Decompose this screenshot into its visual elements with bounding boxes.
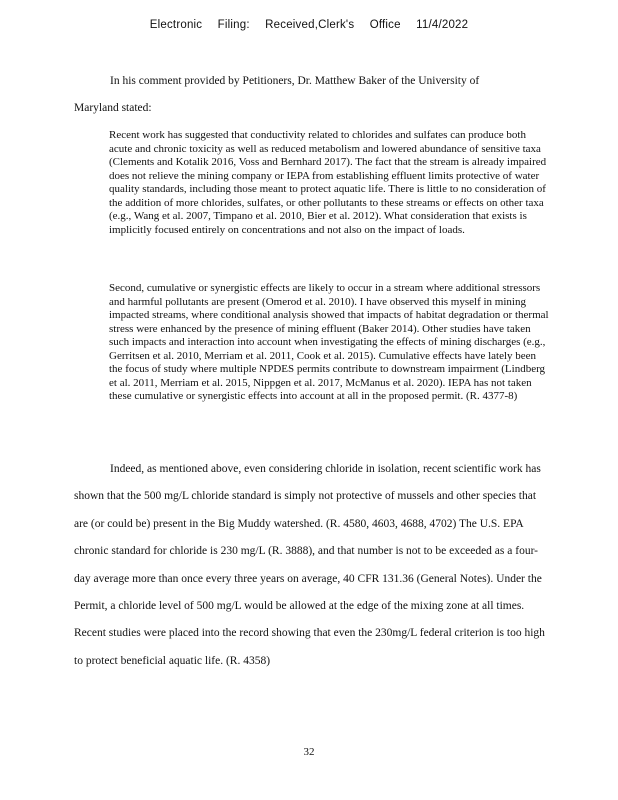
page-number: 32 <box>303 746 315 758</box>
block-quote-1: Recent work has suggested that conductivity related to chlorides and sulfates can produce both acute and chronic toxicity as well as reduced metabolism and lowered abundance of sensitive taxa (Clements and Kotalik 2016, Voss and Bernhard 2017). The fact that the stream is already impaired does not relieve the mining company or IEPA from establishing effluent limits protective of water quality standards, including those meant to protect aquatic life. There is little to no consideration of the addition of more chlorides, sulfates, or other pollutants to these streams or effects on other taxa (e.g., Wang et al. 2007, Timpano et al. 2010, Bier et al. 2012). What consideration that exists is implicitly focused entirely on concentrations and not also on the impact of loads. <box>109 129 547 236</box>
intro-line-1: In his comment provided by Petitioners, Dr. Matthew Baker of the University of <box>110 75 480 87</box>
block-quote-2: Second, cumulative or synergistic effects are likely to occur in a stream where additional stressors and harmful pollutants are present (Omerod et al. 2010). I have observed this myself in mining impacted streams, where conditional analysis showed that impacts of habitat degradation or thermal stress were enhanced by the presence of mining effluent (Baker 2014). Other studies have taken such impacts and interaction into account when investigating the effects of mining discharges (e.g., Gerritsen et al. 2010, Merriam et al. 2011, Cook et al. 2015). Cumulative effects have lately been the focus of study where multiple NPDES permits contribute to downstream impairment (Lindberg et al. 2011, Merriam et al. 2015, Nippgen et al. 2017, McManus et al. 2020). IEPA has not taken these cumulative or synergistic effects into account at all in the proposed permit. (R. 4377-8) <box>109 282 549 402</box>
header-date: 11/4/2022 <box>416 19 469 31</box>
header-filing: Filing: <box>217 19 250 31</box>
header-received: Received,Clerk's <box>265 19 355 31</box>
header-office: Office <box>369 19 401 31</box>
intro-line-2: Maryland stated: <box>74 102 152 114</box>
filing-header <box>0 19 618 31</box>
body-paragraph-text: Indeed, as mentioned above, even considering chloride in isolation, recent scientific work has shown that the 500 mg/L chloride standard is simply not protective of mussels and other species that are (or could be) present in the Big Muddy watershed. (R. 4580, 4603, 4688, 4702) The U.S. EPA chronic standard for chloride is 230 mg/L (R. 3888), and that number is not to be exceeded as a four-day average more than once every three years on average, 40 CFR 131.36 (General Notes). Under the Permit, a chloride level of 500 mg/L would be allowed at the edge of the mixing zone at all times. Recent studies were placed into the record showing that even the 230mg/L federal criterion is too high to protect beneficial aquatic life. (R. 4358) <box>74 463 545 667</box>
header-electronic: Electronic <box>149 19 203 31</box>
paragraph-indent <box>74 463 110 475</box>
body-paragraph <box>74 456 550 675</box>
